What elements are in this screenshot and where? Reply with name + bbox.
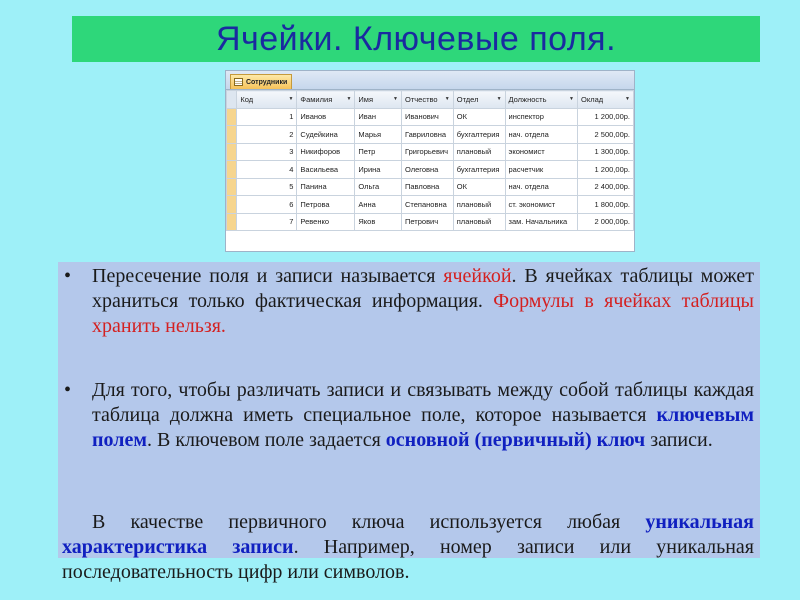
paragraph-primary-key-usage <box>62 510 754 585</box>
cell-familiya[interactable]: Ревенко <box>297 213 355 231</box>
cell-otchestvo[interactable]: Петрович <box>401 213 453 231</box>
row-selector[interactable] <box>227 143 237 161</box>
table-row[interactable] <box>227 108 634 126</box>
cell-kod[interactable]: 4 <box>237 161 297 179</box>
cell-dolzhnost[interactable]: экономист <box>505 143 577 161</box>
table-tab-label: Сотрудники <box>246 78 288 86</box>
cell-oklad[interactable]: 2 400,00р. <box>578 178 634 196</box>
cell-otdel[interactable]: плановый <box>453 143 505 161</box>
column-header[interactable]: Отчество ▼ <box>401 91 453 109</box>
cell-otchestvo[interactable]: Григорьевич <box>401 143 453 161</box>
cell-dolzhnost[interactable]: нач. отдела <box>505 178 577 196</box>
title-bar <box>72 16 760 62</box>
cell-kod[interactable]: 5 <box>237 178 297 196</box>
cell-otchestvo[interactable]: Павловна <box>401 178 453 196</box>
table-row[interactable] <box>227 196 634 214</box>
column-header[interactable]: Имя ▼ <box>355 91 402 109</box>
term-primary-key: основной (первичный) ключ <box>385 429 646 451</box>
dropdown-arrow-icon: ▼ <box>569 96 574 102</box>
table-tab[interactable] <box>230 74 292 89</box>
column-header[interactable]: Оклад ▼ <box>578 91 634 109</box>
cell-imya[interactable]: Марья <box>355 126 402 144</box>
cell-otdel[interactable]: бухгалтерия <box>453 126 505 144</box>
table-icon <box>234 78 243 86</box>
row-selector[interactable] <box>227 213 237 231</box>
row-selector-header[interactable] <box>227 91 237 109</box>
cell-kod[interactable]: 6 <box>237 196 297 214</box>
cell-dolzhnost[interactable]: инспектор <box>505 108 577 126</box>
cell-imya[interactable]: Петр <box>355 143 402 161</box>
term-unique-characteristic: уникальная характеристика записи <box>62 511 754 558</box>
row-selector[interactable] <box>227 108 237 126</box>
cell-otdel[interactable]: ОК <box>453 178 505 196</box>
term-key-field: ключевым полем <box>92 404 754 451</box>
slide-title: Ячейки. Ключевые поля. <box>215 19 617 58</box>
bullet-1: • <box>64 265 72 287</box>
row-selector[interactable] <box>227 196 237 214</box>
header-row <box>227 91 634 109</box>
cell-otchestvo[interactable]: Степановна <box>401 196 453 214</box>
cell-familiya[interactable]: Васильева <box>297 161 355 179</box>
cell-imya[interactable]: Ольга <box>355 178 402 196</box>
row-selector[interactable] <box>227 178 237 196</box>
text-span: . В ячейках таблицы может храниться только фактическая информация. <box>92 265 754 312</box>
table-row[interactable] <box>227 178 634 196</box>
text-span: В качестве первичного ключа используется любая <box>92 511 646 533</box>
cell-imya[interactable]: Иван <box>355 108 402 126</box>
text-span: . Например, номер записи или уникальная последовательность цифр или символов. <box>62 536 754 583</box>
cell-dolzhnost[interactable]: расчетчик <box>505 161 577 179</box>
column-header[interactable]: Должность ▼ <box>505 91 577 109</box>
cell-otchestvo[interactable]: Иванович <box>401 108 453 126</box>
table-row[interactable] <box>227 143 634 161</box>
cell-dolzhnost[interactable]: нач. отдела <box>505 126 577 144</box>
cell-dolzhnost[interactable]: зам. Начальника <box>505 213 577 231</box>
cell-otchestvo[interactable]: Олеговна <box>401 161 453 179</box>
paragraph-key-field <box>92 378 754 453</box>
dropdown-arrow-icon: ▼ <box>288 96 294 102</box>
cell-oklad[interactable]: 1 200,00р. <box>578 161 634 179</box>
cell-imya[interactable]: Ирина <box>355 161 402 179</box>
table-screenshot <box>225 70 635 252</box>
cell-otdel[interactable]: плановый <box>453 213 505 231</box>
table-row[interactable] <box>227 213 634 231</box>
cell-dolzhnost[interactable]: ст. экономист <box>505 196 577 214</box>
cell-familiya[interactable]: Судейкина <box>297 126 355 144</box>
cell-oklad[interactable]: 1 800,00р. <box>578 196 634 214</box>
paragraph-cell-definition <box>92 264 754 339</box>
cell-familiya[interactable]: Петрова <box>297 196 355 214</box>
note-formulas: Формулы в ячейках таблицы хранить нельзя. <box>92 290 754 337</box>
column-header[interactable]: Код ▼ <box>237 91 297 109</box>
cell-oklad[interactable]: 2 500,00р. <box>578 126 634 144</box>
cell-otchestvo[interactable]: Гавриловна <box>401 126 453 144</box>
cell-kod[interactable]: 2 <box>237 126 297 144</box>
dropdown-arrow-icon: ▼ <box>496 96 502 102</box>
dropdown-arrow-icon: ▼ <box>346 96 352 102</box>
cell-familiya[interactable]: Иванов <box>297 108 355 126</box>
cell-otdel[interactable]: плановый <box>453 196 505 214</box>
cell-familiya[interactable]: Панина <box>297 178 355 196</box>
cell-imya[interactable]: Яков <box>355 213 402 231</box>
tab-strip <box>226 71 634 90</box>
text-span: . В ключевом поле задается <box>146 429 386 451</box>
cell-kod[interactable]: 7 <box>237 213 297 231</box>
text-span: Пересечение поля и записи называется <box>92 265 444 287</box>
cell-familiya[interactable]: Никифоров <box>297 143 355 161</box>
dropdown-arrow-icon: ▼ <box>444 96 450 102</box>
cell-otdel[interactable]: бухгалтерия <box>453 161 505 179</box>
text-span: Для того, чтобы различать записи и связывать между собой таблицы каждая таблица должна иметь специальное поле, которое называется <box>92 379 754 426</box>
cell-oklad[interactable]: 1 300,00р. <box>578 143 634 161</box>
cell-imya[interactable]: Анна <box>355 196 402 214</box>
text-span: записи. <box>645 429 713 451</box>
cell-otdel[interactable]: ОК <box>453 108 505 126</box>
table-row[interactable] <box>227 126 634 144</box>
row-selector[interactable] <box>227 126 237 144</box>
cell-kod[interactable]: 1 <box>237 108 297 126</box>
cell-oklad[interactable]: 2 000,00р. <box>578 213 634 231</box>
row-selector[interactable] <box>227 161 237 179</box>
dropdown-arrow-icon: ▼ <box>625 96 630 102</box>
bullet-2: • <box>64 379 72 401</box>
data-grid <box>226 90 634 231</box>
column-header[interactable]: Фамилия ▼ <box>297 91 355 109</box>
cell-kod[interactable]: 3 <box>237 143 297 161</box>
cell-oklad[interactable]: 1 200,00р. <box>578 108 634 126</box>
column-header[interactable]: Отдел ▼ <box>453 91 505 109</box>
table-row[interactable] <box>227 161 634 179</box>
dropdown-arrow-icon: ▼ <box>393 96 398 102</box>
term-cell: ячейкой <box>443 265 512 287</box>
